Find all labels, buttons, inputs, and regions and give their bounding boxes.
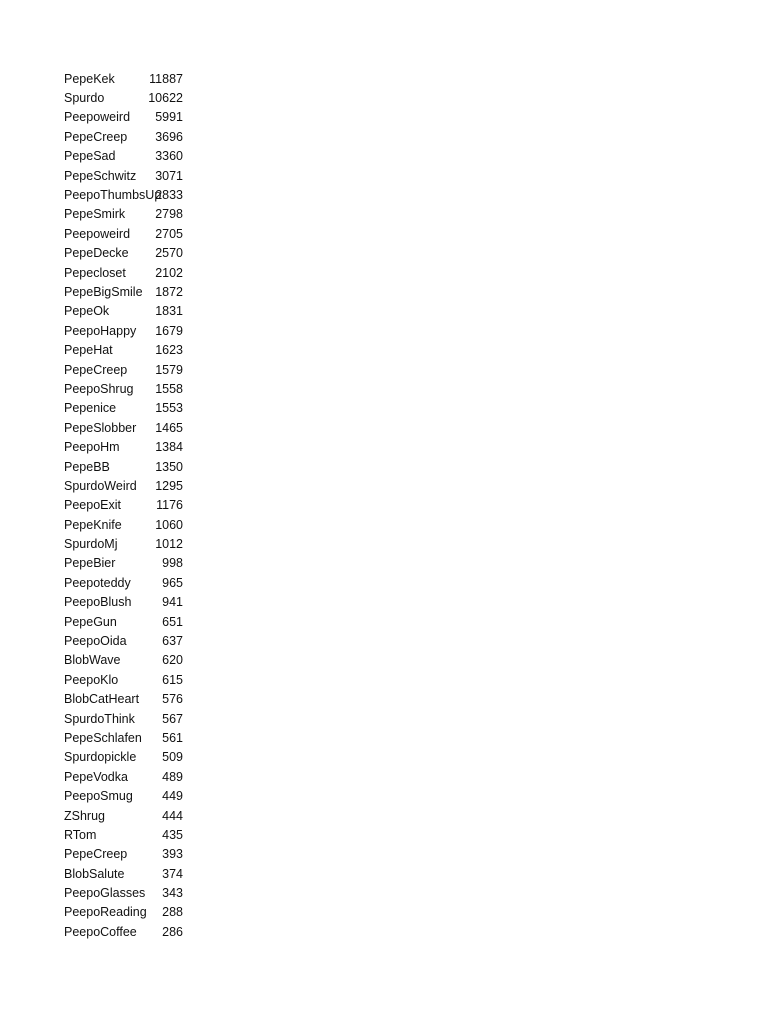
table-row [64,263,194,282]
cell-count[interactable]: 567 [162,711,183,726]
cell-name[interactable]: Peepoteddy [64,575,131,590]
cell-name[interactable]: PepeSad [64,149,116,164]
cell-name[interactable]: PepeBB [64,459,110,474]
cell-count[interactable]: 5991 [155,110,183,125]
cell-count[interactable]: 11887 [149,71,183,86]
cell-name[interactable]: PepeBier [64,556,116,571]
cell-count[interactable]: 1465 [155,420,183,435]
spreadsheet-table [64,69,194,942]
table-row [64,573,194,592]
cell-name[interactable]: PeepoReading [64,905,147,920]
cell-name[interactable]: Peepoweird [64,110,131,125]
cell-name[interactable]: PepeCreep [64,362,128,377]
table-row [64,418,194,437]
cell-count[interactable]: 2833 [155,188,183,203]
cell-name[interactable]: PepeVodka [64,769,128,784]
cell-name[interactable]: Spurdo [64,91,105,106]
cell-count[interactable]: 1553 [155,401,183,416]
cell-count[interactable]: 509 [162,750,183,765]
cell-name[interactable]: Spurdopickle [64,750,137,765]
cell-count[interactable]: 449 [162,789,183,804]
cell-count[interactable]: 1558 [155,381,183,396]
table-row [64,166,194,185]
table-row [64,748,194,767]
cell-name[interactable]: PepeHat [64,343,113,358]
table-row [64,321,194,340]
cell-name[interactable]: BlobSalute [64,866,125,881]
cell-name[interactable]: PepeSlobber [64,420,137,435]
table-row [64,476,194,495]
cell-count[interactable]: 620 [162,653,183,668]
table-row [64,709,194,728]
table-row [64,883,194,902]
table-row [64,496,194,515]
table-row [64,244,194,263]
table-row [64,185,194,204]
cell-name[interactable]: PepeCreep [64,129,128,144]
cell-name[interactable]: PepeBigSmile [64,284,143,299]
table-row [64,457,194,476]
table-row [64,69,194,88]
cell-count[interactable]: 286 [162,924,183,939]
cell-name[interactable]: PeepoThumbsUp [64,188,162,203]
cell-name[interactable]: BlobWave [64,653,121,668]
cell-count[interactable]: 1060 [155,517,183,532]
table-row [64,922,194,941]
table-row [64,534,194,553]
cell-count[interactable]: 435 [162,827,183,842]
table-row [64,127,194,146]
cell-count[interactable]: 576 [162,692,183,707]
cell-name[interactable]: SpurdoThink [64,711,135,726]
cell-name[interactable]: SpurdoWeird [64,478,137,493]
cell-name[interactable]: PeepoSmug [64,789,133,804]
cell-count[interactable]: 1872 [155,284,183,299]
table-row [64,651,194,670]
table-row [64,88,194,107]
cell-name[interactable]: PeepoKlo [64,672,119,687]
cell-name[interactable]: PepeSmirk [64,207,126,222]
table-row [64,631,194,650]
cell-count[interactable]: 10622 [148,91,183,106]
cell-name[interactable]: PepeKek [64,71,115,86]
cell-count[interactable]: 1176 [156,498,183,513]
cell-count[interactable]: 2798 [155,207,183,222]
table-row [64,379,194,398]
cell-name[interactable]: PeepoExit [64,498,121,513]
table-row [64,612,194,631]
cell-name[interactable]: SpurdoMj [64,537,118,552]
cell-count[interactable]: 1384 [155,440,183,455]
cell-name[interactable]: PeepoShrug [64,381,134,396]
cell-name[interactable]: RTom [64,827,97,842]
cell-name[interactable]: PepeCreep [64,847,128,862]
table-row [64,302,194,321]
table-row [64,670,194,689]
table-row [64,903,194,922]
cell-name[interactable]: ZShrug [64,808,105,823]
cell-count[interactable]: 615 [162,672,183,687]
table-row [64,282,194,301]
table-row [64,767,194,786]
cell-name[interactable]: PepeKnife [64,517,122,532]
cell-name[interactable]: Peepoweird [64,226,131,241]
cell-name[interactable]: Pepecloset [64,265,126,280]
cell-count[interactable]: 3696 [155,129,183,144]
cell-name[interactable]: PepeGun [64,614,117,629]
cell-count[interactable]: 288 [162,905,183,920]
cell-count[interactable]: 1295 [155,478,183,493]
table-row [64,554,194,573]
cell-name[interactable]: PepeOk [64,304,110,319]
table-row [64,825,194,844]
cell-name[interactable]: PeepoBlush [64,595,132,610]
cell-count[interactable]: 343 [162,886,183,901]
table-row [64,806,194,825]
cell-name[interactable]: PeepoHm [64,440,120,455]
table-row [64,437,194,456]
cell-count[interactable]: 2102 [155,265,183,280]
table-row [64,399,194,418]
cell-name[interactable]: Pepenice [64,401,117,416]
table-row [64,205,194,224]
cell-name[interactable]: PeepoCoffee [64,924,137,939]
cell-name[interactable]: BlobCatHeart [64,692,140,707]
table-row [64,360,194,379]
cell-count[interactable]: 2570 [155,246,183,261]
table-row [64,593,194,612]
table-row [64,147,194,166]
table-row [64,845,194,864]
table-row [64,340,194,359]
cell-count[interactable]: 965 [162,575,183,590]
cell-count[interactable]: 3071 [155,168,183,183]
cell-count[interactable]: 1350 [155,459,183,474]
cell-name[interactable]: PeepoHappy [64,323,137,338]
cell-count[interactable]: 1679 [155,323,183,338]
table-row [64,690,194,709]
cell-count[interactable]: 651 [162,614,183,629]
cell-name[interactable]: PeepoOida [64,634,127,649]
cell-count[interactable]: 1012 [155,537,183,552]
cell-count[interactable]: 1623 [155,343,183,358]
cell-count[interactable]: 444 [162,808,183,823]
cell-count[interactable]: 1831 [155,304,183,319]
cell-count[interactable]: 3360 [155,149,183,164]
cell-count[interactable]: 998 [162,556,183,571]
cell-name[interactable]: PeepoGlasses [64,886,146,901]
cell-count[interactable]: 1579 [155,362,183,377]
table-row [64,224,194,243]
cell-count[interactable]: 637 [162,634,183,649]
table-row [64,786,194,805]
cell-count[interactable]: 393 [162,847,183,862]
cell-name[interactable]: PepeDecke [64,246,129,261]
table-row [64,864,194,883]
cell-count[interactable]: 374 [162,866,183,881]
cell-count[interactable]: 489 [162,769,183,784]
cell-count[interactable]: 941 [162,595,183,610]
cell-count[interactable]: 561 [162,730,183,745]
cell-count[interactable]: 2705 [155,226,183,241]
table-row [64,515,194,534]
cell-name[interactable]: PepeSchlafen [64,730,142,745]
table-row [64,108,194,127]
cell-name[interactable]: PepeSchwitz [64,168,137,183]
table-row [64,728,194,747]
